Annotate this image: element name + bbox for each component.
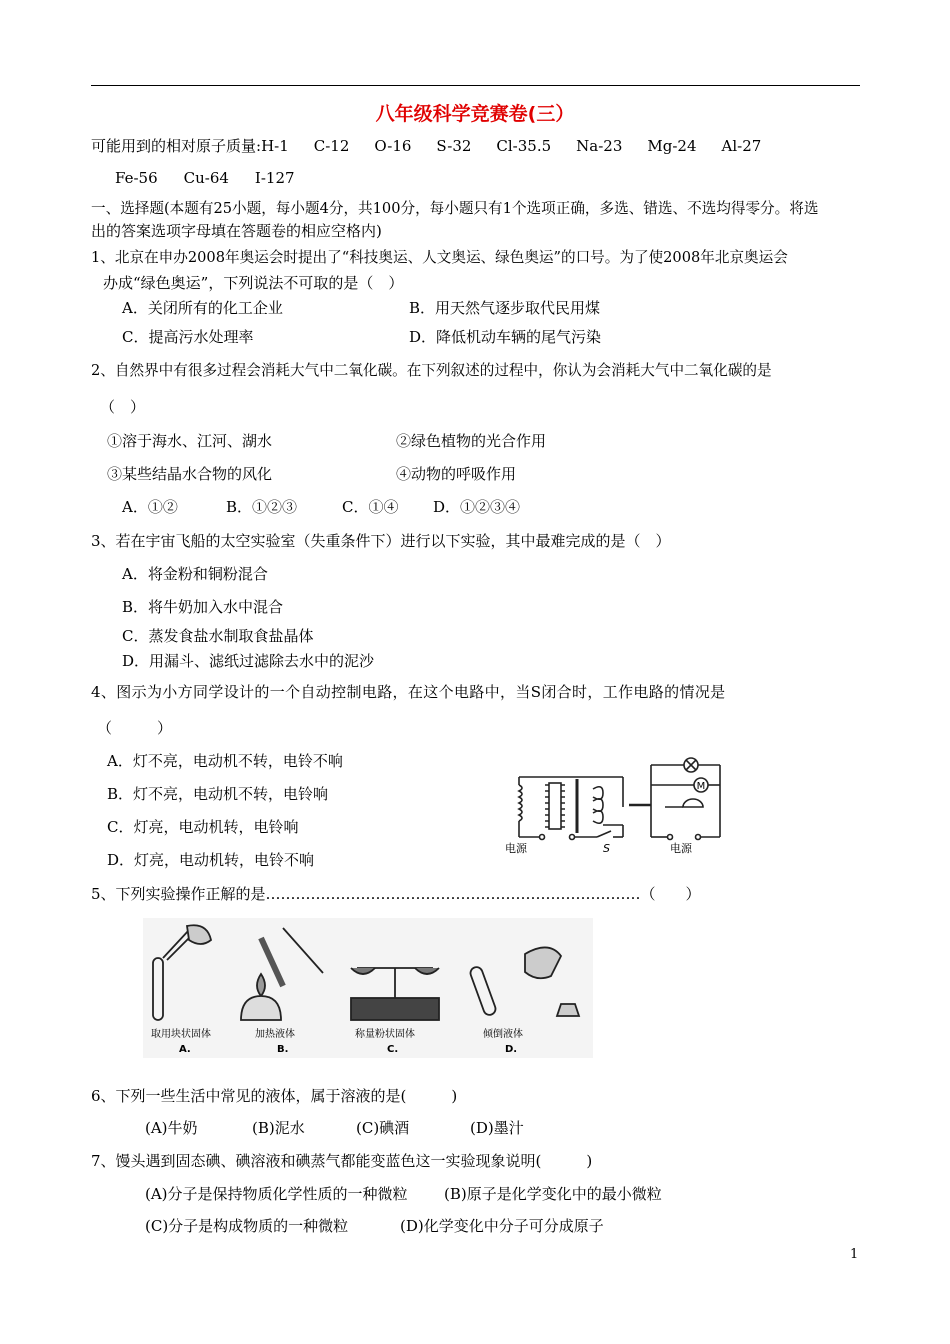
switch-lever	[597, 831, 611, 837]
power-label-left: 电源	[505, 842, 527, 855]
q6-option-a: (A)牛奶	[145, 1119, 198, 1137]
q1-option-a: A．关闭所有的化工企业	[122, 299, 283, 317]
lab-operations-figure	[143, 918, 593, 1058]
atomic-mass: C-12	[313, 137, 350, 155]
motor-label: M	[696, 781, 706, 792]
q4-stem-line-1: 4、图示为小方同学设计的一个自动控制电路，在这个电路中，当S闭合时，工作电路的情况是	[91, 683, 726, 701]
balance-base	[351, 998, 439, 1020]
q5-stem: 5、下列实验操作正解的是…………………………………………………………………（ ）	[91, 885, 701, 903]
section-heading-line-1: 一、选择题(本题有25小题，每小题4分，共100分，每小题只有1个选项正确，多选、错选、不选均得零分。将选	[91, 200, 819, 217]
q6-option-c: (C)碘酒	[356, 1119, 410, 1137]
letter-b: B.	[277, 1044, 289, 1055]
q2-item-4: ④动物的呼吸作用	[396, 465, 517, 483]
atomic-mass: Fe-56	[115, 169, 158, 187]
q4-stem-line-2: （ ）	[97, 719, 173, 737]
q7-option-b: (B)原子是化学变化中的最小微粒	[444, 1185, 662, 1203]
q4-option-b: B．灯不亮，电动机不转，电铃响	[107, 785, 329, 803]
bell-symbol	[683, 799, 703, 807]
q1-option-d: D．降低机动车辆的尾气污染	[409, 328, 602, 346]
header-rule	[91, 85, 860, 86]
atomic-mass: H-1	[261, 137, 289, 155]
q3-option-d: D．用漏斗、滤纸过滤除去水中的泥沙	[122, 652, 375, 670]
q2-option-c: C．①④	[342, 498, 399, 516]
caption-c: 称量粉状固体	[355, 1029, 415, 1040]
atomic-mass: Al-27	[721, 137, 762, 155]
q1-option-c: C．提高污水处理率	[122, 328, 254, 346]
page-title: 八年级科学竞赛卷(三）	[375, 103, 575, 125]
circuit-diagram	[505, 755, 725, 855]
q7-option-d: (D)化学变化中分子可分成原子	[400, 1217, 604, 1235]
q3-option-b: B．将牛奶加入水中混合	[122, 598, 284, 616]
q2-stem-line-2: （ ）	[100, 398, 146, 416]
q6-option-d: (D)墨汁	[470, 1119, 524, 1137]
letter-c: C.	[387, 1044, 399, 1055]
atomic-mass: Na-23	[576, 137, 623, 155]
atomic-mass: Cl-35.5	[496, 137, 552, 155]
q7-option-a: (A)分子是保持物质化学性质的一种微粒	[145, 1185, 408, 1203]
relay-coil	[593, 787, 603, 824]
atomic-masses-row-2	[115, 169, 321, 187]
q1-option-b: B．用天然气逐步取代民用煤	[409, 299, 601, 317]
electromagnet-coil	[545, 785, 565, 827]
q4-option-c: C．灯亮，电动机转，电铃响	[107, 818, 299, 836]
atomic-masses-row-1	[91, 135, 786, 156]
q7-stem: 7、馒头遇到固态碘、碘溶液和碘蒸气都能变蓝色这一实验现象说明( )	[91, 1152, 593, 1170]
q6-stem: 6、下列一些生活中常见的液体，属于溶液的是( )	[91, 1087, 458, 1105]
q2-item-3: ③某些结晶水合物的风化	[107, 465, 273, 483]
q7-option-c: (C)分子是构成物质的一种微粒	[145, 1217, 349, 1235]
switch-label: S	[603, 842, 610, 855]
q1-stem-line-2: 办成“绿色奥运”，下列说法不可取的是（ ）	[103, 274, 404, 292]
atomic-mass: Cu-64	[183, 169, 229, 187]
q2-option-d: D．①②③④	[433, 498, 521, 516]
letter-a: A.	[179, 1044, 191, 1055]
atomic-mass: O-16	[374, 137, 412, 155]
q2-option-a: A．①②	[122, 498, 178, 516]
atomic-mass: Mg-24	[647, 137, 697, 155]
q4-option-a: A．灯不亮，电动机不转，电铃不响	[107, 752, 343, 770]
q2-item-1: ①溶于海水、江河、湖水	[107, 432, 273, 450]
page-number: 1	[850, 1247, 859, 1262]
q2-stem-line-1: 2、自然界中有很多过程会消耗大气中二氧化碳。在下列叙述的过程中，你认为会消耗大气中二氧化碳的是	[91, 362, 772, 379]
caption-b: 加热液体	[255, 1029, 295, 1040]
section-heading-line-2: 出的答案选项字母填在答题卷的相应空格内)	[91, 222, 382, 240]
atomic-masses-label: 可能用到的相对原子质量:	[91, 137, 262, 155]
caption-d: 倾倒液体	[483, 1029, 523, 1040]
q3-option-a: A．将金粉和铜粉混合	[122, 565, 268, 583]
q2-option-b: B．①②③	[226, 498, 298, 516]
atomic-mass: I-127	[254, 169, 295, 187]
flame	[257, 974, 265, 996]
power-label-right: 电源	[670, 842, 692, 855]
q3-option-c: C．蒸发食盐水制取食盐晶体	[122, 627, 314, 645]
bottle-stopper	[557, 1004, 579, 1016]
q3-stem: 3、若在宇宙飞船的太空实验室（失重条件下）进行以下实验，其中最难完成的是（ ）	[91, 532, 671, 550]
q2-item-2: ②绿色植物的光合作用	[396, 432, 547, 450]
q6-option-b: (B)泥水	[252, 1119, 305, 1137]
caption-a: 取用块状固体	[151, 1029, 211, 1040]
atomic-mass: S-32	[436, 137, 472, 155]
q4-option-d: D．灯亮，电动机转，电铃不响	[107, 851, 315, 869]
letter-d: D.	[505, 1044, 518, 1055]
electromagnet-core	[549, 783, 561, 829]
q1-stem-line-1: 1、北京在申办2008年奥运会时提出了“科技奥运、人文奥运、绿色奥运”的口号。为了使2008年北京奥运会	[91, 249, 788, 266]
spring	[519, 785, 522, 821]
